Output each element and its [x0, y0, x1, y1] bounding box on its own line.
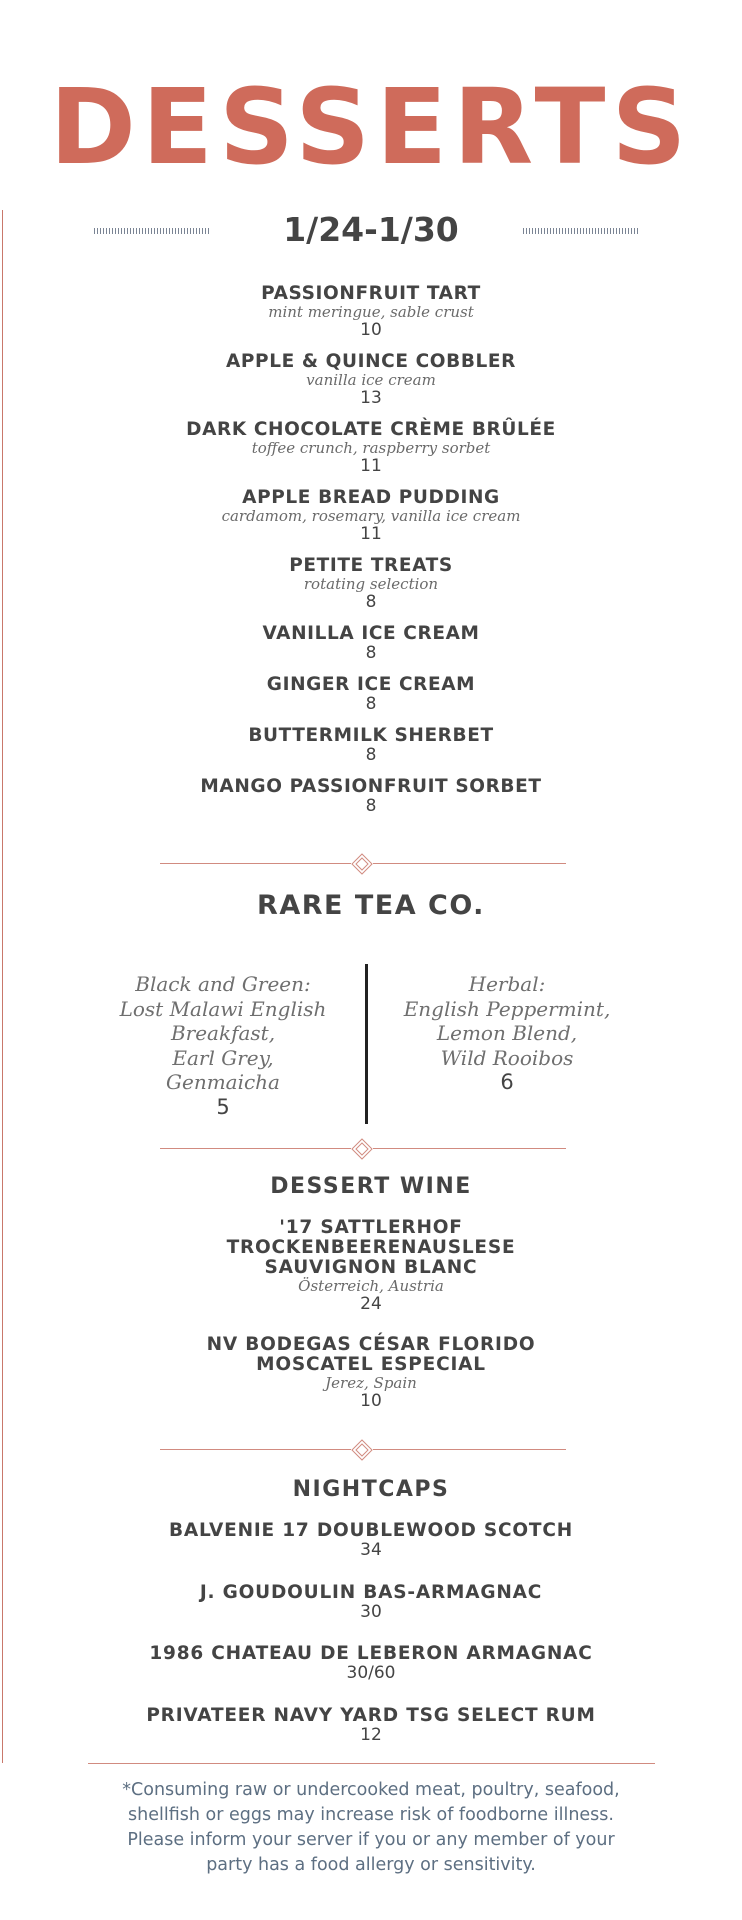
dessert-name: PETITE TREATS	[289, 555, 453, 576]
tea-section-title: RARE TEA CO.	[257, 890, 485, 921]
wine-item	[0, 1335, 742, 1411]
dessert-item	[0, 284, 742, 340]
dessert-price: 13	[360, 388, 382, 408]
dessert-description: vanilla ice cream	[306, 371, 436, 389]
tea-heading: Herbal:	[468, 972, 546, 996]
section-divider	[160, 1134, 566, 1164]
tea-line: Genmaicha	[166, 1070, 280, 1094]
wine-name-line: NV BODEGAS CÉSAR FLORIDO	[206, 1334, 536, 1355]
dessert-price: 8	[365, 592, 377, 612]
date-row	[0, 206, 742, 254]
section-divider	[160, 1435, 566, 1465]
nightcap-item	[0, 1644, 742, 1683]
bottom-rule	[88, 1763, 655, 1764]
decorative-dots-right	[523, 228, 638, 234]
wine-item	[0, 1218, 742, 1314]
tea-line: Lost Malawi English Breakfast,	[119, 996, 327, 1045]
dessert-description: rotating selection	[303, 575, 439, 593]
wine-origin: Jerez, Spain	[325, 1374, 417, 1392]
dessert-price: 8	[365, 643, 377, 663]
dessert-item	[0, 420, 742, 476]
diamond-ornament-icon	[351, 1138, 373, 1160]
dessert-item	[0, 675, 742, 714]
dessert-item	[0, 352, 742, 408]
section-divider	[160, 849, 566, 879]
dessert-price: 8	[365, 796, 377, 816]
diamond-ornament-icon	[351, 1439, 373, 1461]
dessert-name: APPLE & QUINCE COBBLER	[225, 351, 517, 372]
tea-black-green	[73, 972, 373, 1119]
dessert-name: DARK CHOCOLATE CRÈME BRÛLÉE	[186, 419, 556, 440]
dessert-item	[0, 488, 742, 544]
dessert-price: 11	[360, 456, 382, 476]
wine-name-line: SAUVIGNON BLANC	[264, 1257, 478, 1278]
dessert-price: 11	[360, 524, 382, 544]
dessert-price: 8	[365, 694, 377, 714]
dessert-item	[0, 556, 742, 612]
disclaimer-line: party has a food allergy or sensitivity.	[206, 1855, 536, 1875]
dessert-name: MANGO PASSIONFRUIT SORBET	[200, 776, 542, 797]
nightcap-item	[0, 1706, 742, 1745]
tea-heading: Black and Green:	[135, 972, 311, 996]
dessert-name: APPLE BREAD PUDDING	[242, 487, 500, 508]
nightcap-name: 1986 CHATEAU DE LEBERON ARMAGNAC	[149, 1643, 593, 1664]
dessert-price: 8	[365, 745, 377, 765]
dessert-description: toffee crunch, raspberry sorbet	[251, 439, 491, 457]
allergy-disclaimer	[90, 1778, 652, 1878]
page-title: DESSERTS	[49, 66, 693, 188]
wine-price: 24	[360, 1294, 382, 1314]
wine-origin: Österreich, Austria	[298, 1277, 444, 1295]
dessert-wine-title: DESSERT WINE	[270, 1174, 472, 1199]
disclaimer-line: *Consuming raw or undercooked meat, poultry, seafood,	[122, 1780, 620, 1800]
dessert-item	[0, 624, 742, 663]
dessert-name: VANILLA ICE CREAM	[262, 623, 480, 644]
dessert-name: BUTTERMILK SHERBET	[248, 725, 494, 746]
nightcap-name: BALVENIE 17 DOUBLEWOOD SCOTCH	[168, 1520, 574, 1541]
nightcap-price: 34	[360, 1540, 382, 1560]
nightcap-price: 30/60	[346, 1663, 396, 1683]
tea-herbal	[357, 972, 657, 1094]
disclaimer-line: shellfish or eggs may increase risk of foodborne illness.	[128, 1805, 614, 1825]
dessert-item	[0, 777, 742, 816]
wine-name-line: '17 SATTLERHOF	[279, 1217, 463, 1238]
tea-price: 6	[500, 1070, 514, 1094]
tea-line: Earl Grey,	[172, 1045, 274, 1070]
date-range: 1/24-1/30	[283, 210, 459, 249]
diamond-ornament-icon	[351, 853, 373, 875]
nightcap-name: PRIVATEER NAVY YARD TSG SELECT RUM	[146, 1705, 596, 1726]
nightcap-price: 12	[360, 1725, 382, 1745]
tea-price: 5	[216, 1094, 230, 1119]
tea-line: Lemon Blend,	[436, 1021, 578, 1045]
dessert-price: 10	[360, 320, 382, 340]
nightcap-item	[0, 1583, 742, 1622]
wine-name-line: MOSCATEL ESPECIAL	[256, 1354, 486, 1375]
dessert-description: mint meringue, sable crust	[268, 303, 474, 321]
dessert-item	[0, 726, 742, 765]
nightcap-name: J. GOUDOULIN BAS-ARMAGNAC	[199, 1582, 543, 1603]
nightcap-price: 30	[360, 1602, 382, 1622]
dessert-description: cardamom, rosemary, vanilla ice cream	[221, 507, 521, 525]
dessert-name: GINGER ICE CREAM	[266, 674, 476, 695]
wine-name-line: TROCKENBEERENAUSLESE	[226, 1237, 516, 1258]
disclaimer-line: Please inform your server if you or any member of your	[127, 1830, 615, 1850]
dessert-name: PASSIONFRUIT TART	[261, 283, 481, 304]
tea-line: Wild Rooibos	[440, 1045, 574, 1070]
nightcaps-title: NIGHTCAPS	[292, 1477, 450, 1502]
wine-price: 10	[360, 1391, 382, 1411]
tea-line: English Peppermint,	[403, 996, 611, 1021]
nightcap-item	[0, 1521, 742, 1560]
